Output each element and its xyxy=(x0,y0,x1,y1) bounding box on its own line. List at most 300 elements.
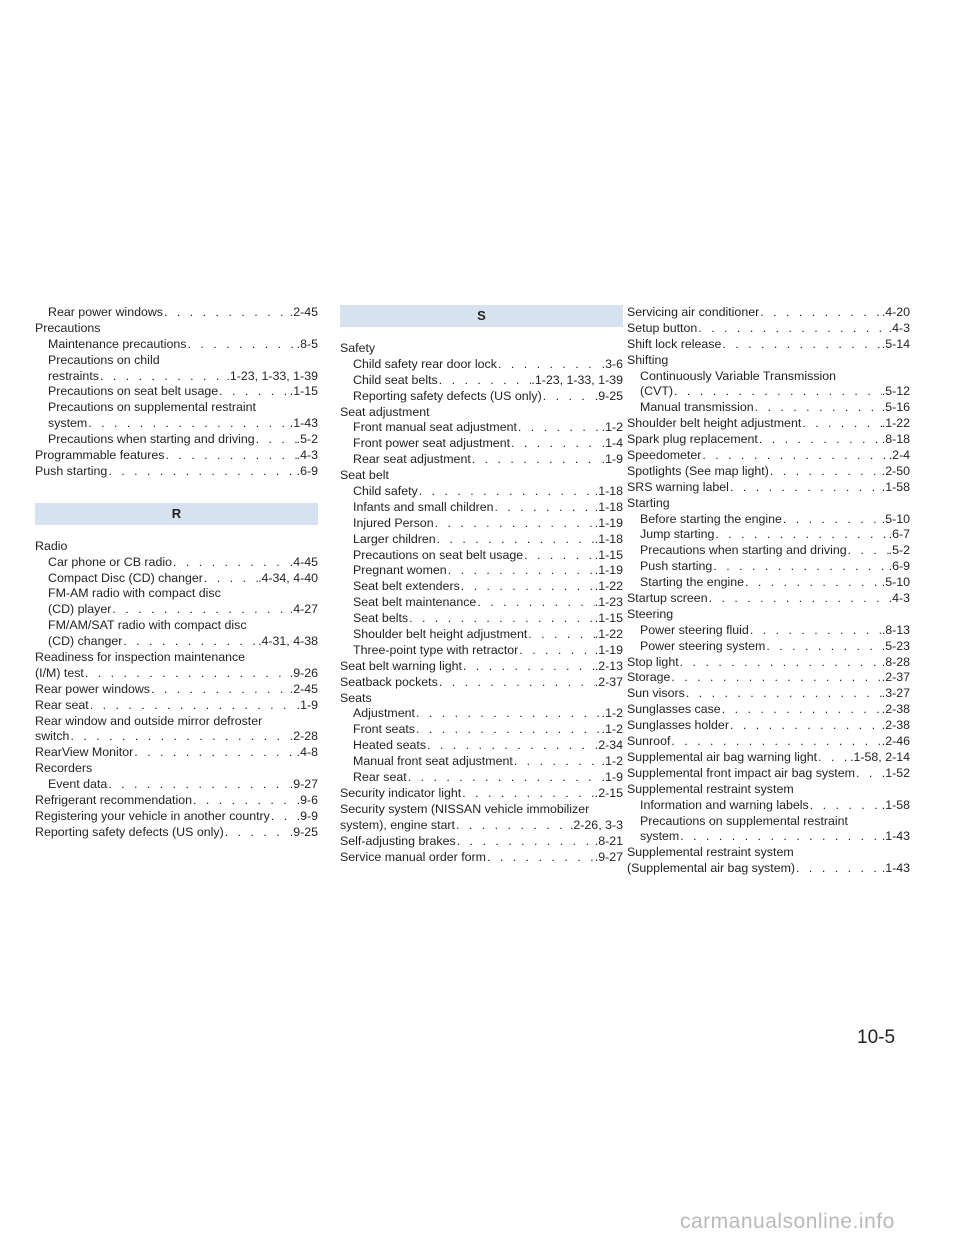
entry-label: Child seat belts xyxy=(353,372,438,387)
dot-leader xyxy=(455,818,570,834)
dot-leader xyxy=(759,305,882,321)
entry-label: (Supplemental air bag system) xyxy=(627,861,796,876)
entry-label: system), engine start xyxy=(340,817,456,832)
entry-label: Rear seat xyxy=(35,697,89,712)
page-reference: .9-25 xyxy=(594,388,623,403)
entry-label: Sunglasses case xyxy=(627,702,721,717)
page-reference: .1-15 xyxy=(594,547,623,562)
page-reference: .1-18 xyxy=(594,484,623,499)
page-reference: .1-52 xyxy=(881,765,910,780)
entry-label: Jump starting xyxy=(640,527,715,542)
index-subentry xyxy=(627,798,910,814)
dot-leader xyxy=(523,548,595,564)
dot-leader xyxy=(107,464,296,480)
index-heading: Seat adjustment xyxy=(340,404,430,419)
entry-label: (CVT) xyxy=(640,384,674,399)
page-reference: .9-6 xyxy=(296,793,318,808)
index-entry xyxy=(627,670,910,686)
dot-leader xyxy=(163,305,290,321)
index-heading: Readiness for inspection maintenance xyxy=(35,650,246,665)
entry-label: Self-adjusting brakes xyxy=(340,833,456,848)
entry-label: Information and warning labels xyxy=(640,797,809,812)
index-entry xyxy=(627,861,910,877)
dot-leader xyxy=(517,420,602,436)
page-reference: .1-23 xyxy=(594,595,623,610)
page-reference: .2-38 xyxy=(881,718,910,733)
dot-leader xyxy=(847,543,889,559)
dot-leader xyxy=(150,682,290,698)
dot-leader xyxy=(729,480,882,496)
index-subentry xyxy=(35,602,318,618)
site-watermark: carmanualsonline.info xyxy=(680,1210,895,1233)
page-reference: .2-37 xyxy=(594,674,623,689)
entry-label: Compact Disc (CD) changer xyxy=(48,570,203,585)
index-entry xyxy=(35,448,318,464)
entry-label: Push starting xyxy=(640,559,713,574)
page-reference: .1-2 xyxy=(601,722,623,737)
index-subentry xyxy=(340,722,623,738)
page-reference: .3-6 xyxy=(601,356,623,371)
index-entry xyxy=(627,702,910,718)
dot-leader xyxy=(69,729,289,745)
dot-leader xyxy=(513,754,602,770)
index-entry xyxy=(627,766,910,782)
dot-leader xyxy=(697,321,888,337)
entry-label: Sunroof xyxy=(627,734,671,749)
page-reference: .4-31, 4-38 xyxy=(258,634,318,649)
page-reference: .1-22 xyxy=(594,579,623,594)
entry-label: Setup button xyxy=(627,320,698,335)
entry-label: Power steering fluid xyxy=(640,622,749,637)
page-reference: .5-10 xyxy=(881,511,910,526)
page-reference: .2-45 xyxy=(289,681,318,696)
dot-leader xyxy=(434,516,595,532)
index-subentry xyxy=(340,579,623,595)
dot-leader xyxy=(685,686,882,702)
dot-leader xyxy=(721,702,882,718)
page-reference: .1-58, 2-14 xyxy=(850,749,910,764)
index-subentry xyxy=(627,543,910,559)
entry-label: system xyxy=(640,829,680,844)
entry-label: Injured Person xyxy=(353,515,434,530)
entry-label: Registering your vehicle in another country xyxy=(35,808,270,823)
entry-label: Precautions when starting and driving xyxy=(640,543,847,558)
dot-leader xyxy=(133,745,296,761)
index-subentry xyxy=(340,420,623,436)
index-heading: Precautions xyxy=(35,320,101,335)
page-reference: .4-3 xyxy=(296,448,318,463)
page-reference: .4-3 xyxy=(888,320,910,335)
page-reference: .2-38 xyxy=(881,702,910,717)
index-entry xyxy=(627,464,910,480)
index-subheading: Precautions on supplemental restraint xyxy=(48,400,257,415)
index-entry xyxy=(627,655,910,671)
dot-leader xyxy=(673,384,882,400)
dot-leader xyxy=(462,659,595,675)
entry-label: Seat belt extenders xyxy=(353,579,460,594)
page-reference: .1-22 xyxy=(594,627,623,642)
index-entry xyxy=(340,850,623,866)
dot-leader xyxy=(701,448,888,464)
page-reference: .8-28 xyxy=(881,654,910,669)
entry-label: Precautions when starting and driving xyxy=(48,432,255,447)
dot-leader xyxy=(670,670,881,686)
index-heading: Security system (NISSAN vehicle immobilizer xyxy=(340,801,590,816)
index-subentry xyxy=(627,575,910,591)
entry-label: Heated seats xyxy=(353,738,427,753)
index-entry xyxy=(627,480,910,496)
entry-label: (I/M) test xyxy=(35,665,84,680)
index-entry xyxy=(35,698,318,714)
dot-leader xyxy=(809,798,882,814)
index-subentry xyxy=(35,305,318,321)
page-reference: .5-14 xyxy=(881,336,910,351)
page-reference: .2-34 xyxy=(594,738,623,753)
entry-label: Supplemental front impact air bag system xyxy=(627,765,855,780)
dot-leader xyxy=(712,559,888,575)
entry-label: Pregnant women xyxy=(353,563,447,578)
entry-label: Front seats xyxy=(353,722,415,737)
entry-label: Car phone or CB radio xyxy=(48,554,172,569)
dot-leader xyxy=(224,825,290,841)
page-reference: .1-4 xyxy=(601,436,623,451)
entry-label: Stop light xyxy=(627,654,679,669)
index-heading: Steering xyxy=(627,606,674,621)
entry-label: Maintenance precautions xyxy=(48,336,187,351)
dot-leader xyxy=(418,484,595,500)
index-subentry xyxy=(340,770,623,786)
index-subentry xyxy=(627,559,910,575)
dot-leader xyxy=(218,384,290,400)
dot-leader xyxy=(754,400,882,416)
dot-leader xyxy=(107,777,290,793)
entry-label: Sun visors xyxy=(627,686,685,701)
page-reference: .5-2 xyxy=(296,432,318,447)
dot-leader xyxy=(186,337,296,353)
index-entry xyxy=(627,750,910,766)
page-reference: .2-45 xyxy=(289,305,318,319)
index-subentry xyxy=(340,595,623,611)
page-reference: .9-26 xyxy=(289,665,318,680)
entry-label: Sunglasses holder xyxy=(627,718,729,733)
index-entry xyxy=(627,591,910,607)
page-reference: .1-9 xyxy=(601,770,623,785)
entry-label: Seat belt maintenance xyxy=(353,595,477,610)
page-reference: .1-9 xyxy=(601,452,623,467)
page-reference: .1-58 xyxy=(881,797,910,812)
page-reference: .9-27 xyxy=(289,777,318,792)
index-subentry xyxy=(35,634,318,650)
entry-label: Infants and small children xyxy=(353,499,494,514)
entry-label: switch xyxy=(35,729,70,744)
entry-label: Shoulder belt height adjustment xyxy=(627,416,802,431)
index-entry xyxy=(340,786,623,802)
dot-leader xyxy=(203,571,258,587)
entry-label: Shift lock release xyxy=(627,336,722,351)
index-subentry xyxy=(35,369,318,385)
page-reference: .1-18 xyxy=(594,499,623,514)
dot-leader xyxy=(749,623,882,639)
index-subentry xyxy=(340,738,623,754)
index-subentry xyxy=(35,555,318,571)
dot-leader xyxy=(817,750,850,766)
index-subentry xyxy=(340,452,623,468)
page-reference: .6-9 xyxy=(296,463,318,478)
index-subentry xyxy=(627,623,910,639)
entry-label: (CD) changer xyxy=(48,634,123,649)
entry-label: Service manual order form xyxy=(340,849,486,864)
page-reference: .1-2 xyxy=(601,420,623,435)
dot-leader xyxy=(729,718,882,734)
entry-label: Supplemental air bag warning light xyxy=(627,749,818,764)
page-reference: .1-23, 1-33, 1-39 xyxy=(531,372,623,387)
index-entry xyxy=(35,729,318,745)
page-reference: .4-34, 4-40 xyxy=(258,570,318,585)
page-reference: .4-8 xyxy=(296,745,318,760)
page-reference: .3-27 xyxy=(881,686,910,701)
index-heading: Seats xyxy=(340,690,372,705)
dot-leader xyxy=(679,655,882,671)
dot-leader xyxy=(758,432,882,448)
section-letter-band: R xyxy=(35,503,318,525)
entry-label: Child safety xyxy=(353,484,418,499)
index-heading: Radio xyxy=(35,538,68,553)
index-heading: Supplemental restraint system xyxy=(627,845,794,860)
index-subheading: Precautions on supplemental restraint xyxy=(640,813,849,828)
index-subheading: FM-AM radio with compact disc xyxy=(48,586,221,601)
dot-leader xyxy=(769,464,882,480)
entry-label: Storage xyxy=(627,670,671,685)
index-entry xyxy=(627,686,910,702)
index-entry xyxy=(627,432,910,448)
index-subentry xyxy=(340,627,623,643)
page-reference: .4-45 xyxy=(289,554,318,569)
index-heading: Seat belt xyxy=(340,468,389,483)
dot-leader xyxy=(670,734,881,750)
entry-label: Manual transmission xyxy=(640,400,754,415)
index-subentry xyxy=(627,829,910,845)
dot-leader xyxy=(714,527,888,543)
entry-label: Rear seat xyxy=(353,770,407,785)
index-column-1 xyxy=(35,305,318,841)
page-reference: .8-21 xyxy=(594,833,623,848)
index-subentry xyxy=(627,527,910,543)
index-entry xyxy=(35,464,318,480)
index-subentry xyxy=(340,706,623,722)
entry-label: Three-point type with retractor xyxy=(353,642,519,657)
page-reference: .9-27 xyxy=(594,849,623,864)
entry-label: Programmable features xyxy=(35,448,165,463)
dot-leader xyxy=(527,627,594,643)
index-heading: Shifting xyxy=(627,352,669,367)
page-reference: .2-4 xyxy=(888,448,910,463)
index-entry xyxy=(340,818,623,834)
dot-leader xyxy=(471,452,602,468)
entry-label: Rear seat adjustment xyxy=(353,452,471,467)
entry-label: Reporting safety defects (US only) xyxy=(35,824,224,839)
page-reference: .1-58 xyxy=(881,479,910,494)
dot-leader xyxy=(708,591,889,607)
entry-label: Seatback pockets xyxy=(340,674,438,689)
index-heading: Rear window and outside mirror defroster xyxy=(35,713,263,728)
index-entry xyxy=(35,666,318,682)
index-entry xyxy=(340,834,623,850)
dot-leader xyxy=(415,722,602,738)
index-entry xyxy=(340,659,623,675)
entry-label: Child safety rear door lock xyxy=(353,356,497,371)
entry-label: Front power seat adjustment xyxy=(353,436,511,451)
dot-leader xyxy=(461,786,595,802)
index-entry xyxy=(35,809,318,825)
dot-leader xyxy=(497,357,602,373)
entry-label: Adjustment xyxy=(353,706,415,721)
entry-label: Reporting safety defects (US only) xyxy=(353,388,542,403)
entry-label: Push starting xyxy=(35,463,108,478)
entry-label: Starting the engine xyxy=(640,575,745,590)
page-reference: .9-25 xyxy=(289,824,318,839)
index-entry xyxy=(627,448,910,464)
index-subheading: Precautions on child xyxy=(48,352,160,367)
index-entry xyxy=(35,793,318,809)
entry-label: Event data xyxy=(48,777,108,792)
entry-label: SRS warning label xyxy=(627,479,729,494)
dot-leader xyxy=(782,512,882,528)
index-column-2 xyxy=(340,305,623,865)
entry-label: RearView Monitor xyxy=(35,745,134,760)
dot-leader xyxy=(486,850,595,866)
index-subentry xyxy=(340,373,623,389)
page-reference: .1-19 xyxy=(594,642,623,657)
page-reference: .2-37 xyxy=(881,670,910,685)
page-reference: .2-13 xyxy=(594,658,623,673)
index-subentry xyxy=(627,512,910,528)
index-entry xyxy=(35,745,318,761)
index-subentry xyxy=(35,337,318,353)
index-entry xyxy=(35,682,318,698)
page-reference: .2-46 xyxy=(881,734,910,749)
dot-leader xyxy=(172,555,290,571)
index-subentry xyxy=(340,436,623,452)
entry-label: Precautions on seat belt usage xyxy=(353,547,524,562)
page-reference: .5-23 xyxy=(881,638,910,653)
dot-leader xyxy=(426,738,595,754)
entry-label: Shoulder belt height adjustment xyxy=(353,627,528,642)
page-reference: .6-9 xyxy=(888,559,910,574)
index-entry xyxy=(35,825,318,841)
page-reference: .5-2 xyxy=(888,543,910,558)
dot-leader xyxy=(721,337,881,353)
dot-leader xyxy=(679,829,882,845)
entry-label: (CD) player xyxy=(48,602,112,617)
index-subentry xyxy=(35,432,318,448)
entry-label: Spark plug replacement xyxy=(627,432,758,447)
entry-label: restraints xyxy=(48,368,99,383)
entry-label: Seat belts xyxy=(353,611,409,626)
index-subentry xyxy=(627,384,910,400)
section-letter-band: S xyxy=(340,305,623,327)
dot-leader xyxy=(510,436,602,452)
dot-leader xyxy=(192,793,297,809)
page-reference: .1-15 xyxy=(594,611,623,626)
dot-leader xyxy=(111,602,289,618)
index-subentry xyxy=(340,389,623,405)
dot-leader xyxy=(518,643,594,659)
page-reference: .2-26, 3-3 xyxy=(569,817,623,832)
dot-leader xyxy=(765,639,881,655)
dot-leader xyxy=(456,834,595,850)
index-subentry xyxy=(340,643,623,659)
dot-leader xyxy=(542,389,595,405)
entry-label: Rear power windows xyxy=(48,305,164,319)
page-reference: .1-43 xyxy=(881,829,910,844)
dot-leader xyxy=(447,563,595,579)
page-reference: .1-43 xyxy=(881,861,910,876)
dot-leader xyxy=(255,432,297,448)
page-reference: .5-12 xyxy=(881,384,910,399)
index-subentry xyxy=(340,357,623,373)
page-reference: .2-28 xyxy=(289,729,318,744)
page-reference: .1-2 xyxy=(601,706,623,721)
index-subentry xyxy=(35,777,318,793)
dot-leader xyxy=(99,369,226,385)
entry-label: Larger children xyxy=(353,531,436,546)
index-subentry xyxy=(340,500,623,516)
index-entry xyxy=(627,337,910,353)
index-entry xyxy=(627,321,910,337)
entry-label: Rear power windows xyxy=(35,681,151,696)
page-reference: .1-43 xyxy=(289,416,318,431)
dot-leader xyxy=(84,666,290,682)
dot-leader xyxy=(407,770,602,786)
dot-leader xyxy=(408,611,595,627)
dot-leader xyxy=(801,416,881,432)
entry-label: Spotlights (See map light) xyxy=(627,463,769,478)
page-reference: .2-50 xyxy=(881,463,910,478)
dot-leader xyxy=(744,575,882,591)
page-reference: .8-13 xyxy=(881,622,910,637)
dot-leader xyxy=(460,579,595,595)
index-subheading: FM/AM/SAT radio with compact disc xyxy=(48,618,247,633)
index-subentry xyxy=(35,416,318,432)
entry-label: Startup screen xyxy=(627,591,708,606)
entry-label: Seat belt warning light xyxy=(340,658,462,673)
page-reference: .4-20 xyxy=(881,305,910,319)
page-reference: .2-15 xyxy=(594,785,623,800)
index-entry xyxy=(627,718,910,734)
page-reference: .5-16 xyxy=(881,400,910,415)
dot-leader xyxy=(795,861,882,877)
index-subentry xyxy=(340,516,623,532)
dot-leader xyxy=(270,809,297,825)
dot-leader xyxy=(494,500,595,516)
page-reference: .5-10 xyxy=(881,575,910,590)
dot-leader xyxy=(476,595,594,611)
index-subentry xyxy=(340,563,623,579)
index-entry xyxy=(627,416,910,432)
index-subentry xyxy=(340,484,623,500)
page-reference: .1-19 xyxy=(594,563,623,578)
entry-label: Refrigerant recommendation xyxy=(35,793,193,808)
page-reference: .8-18 xyxy=(881,432,910,447)
page-reference: .1-19 xyxy=(594,515,623,530)
entry-label: Manual front seat adjustment xyxy=(353,754,513,769)
dot-leader xyxy=(438,675,595,691)
page-reference: .9-9 xyxy=(296,808,318,823)
page-number: 10-5 xyxy=(857,1027,896,1048)
entry-label: Precautions on seat belt usage xyxy=(48,384,219,399)
page-reference: .8-5 xyxy=(296,336,318,351)
dot-leader xyxy=(415,706,602,722)
